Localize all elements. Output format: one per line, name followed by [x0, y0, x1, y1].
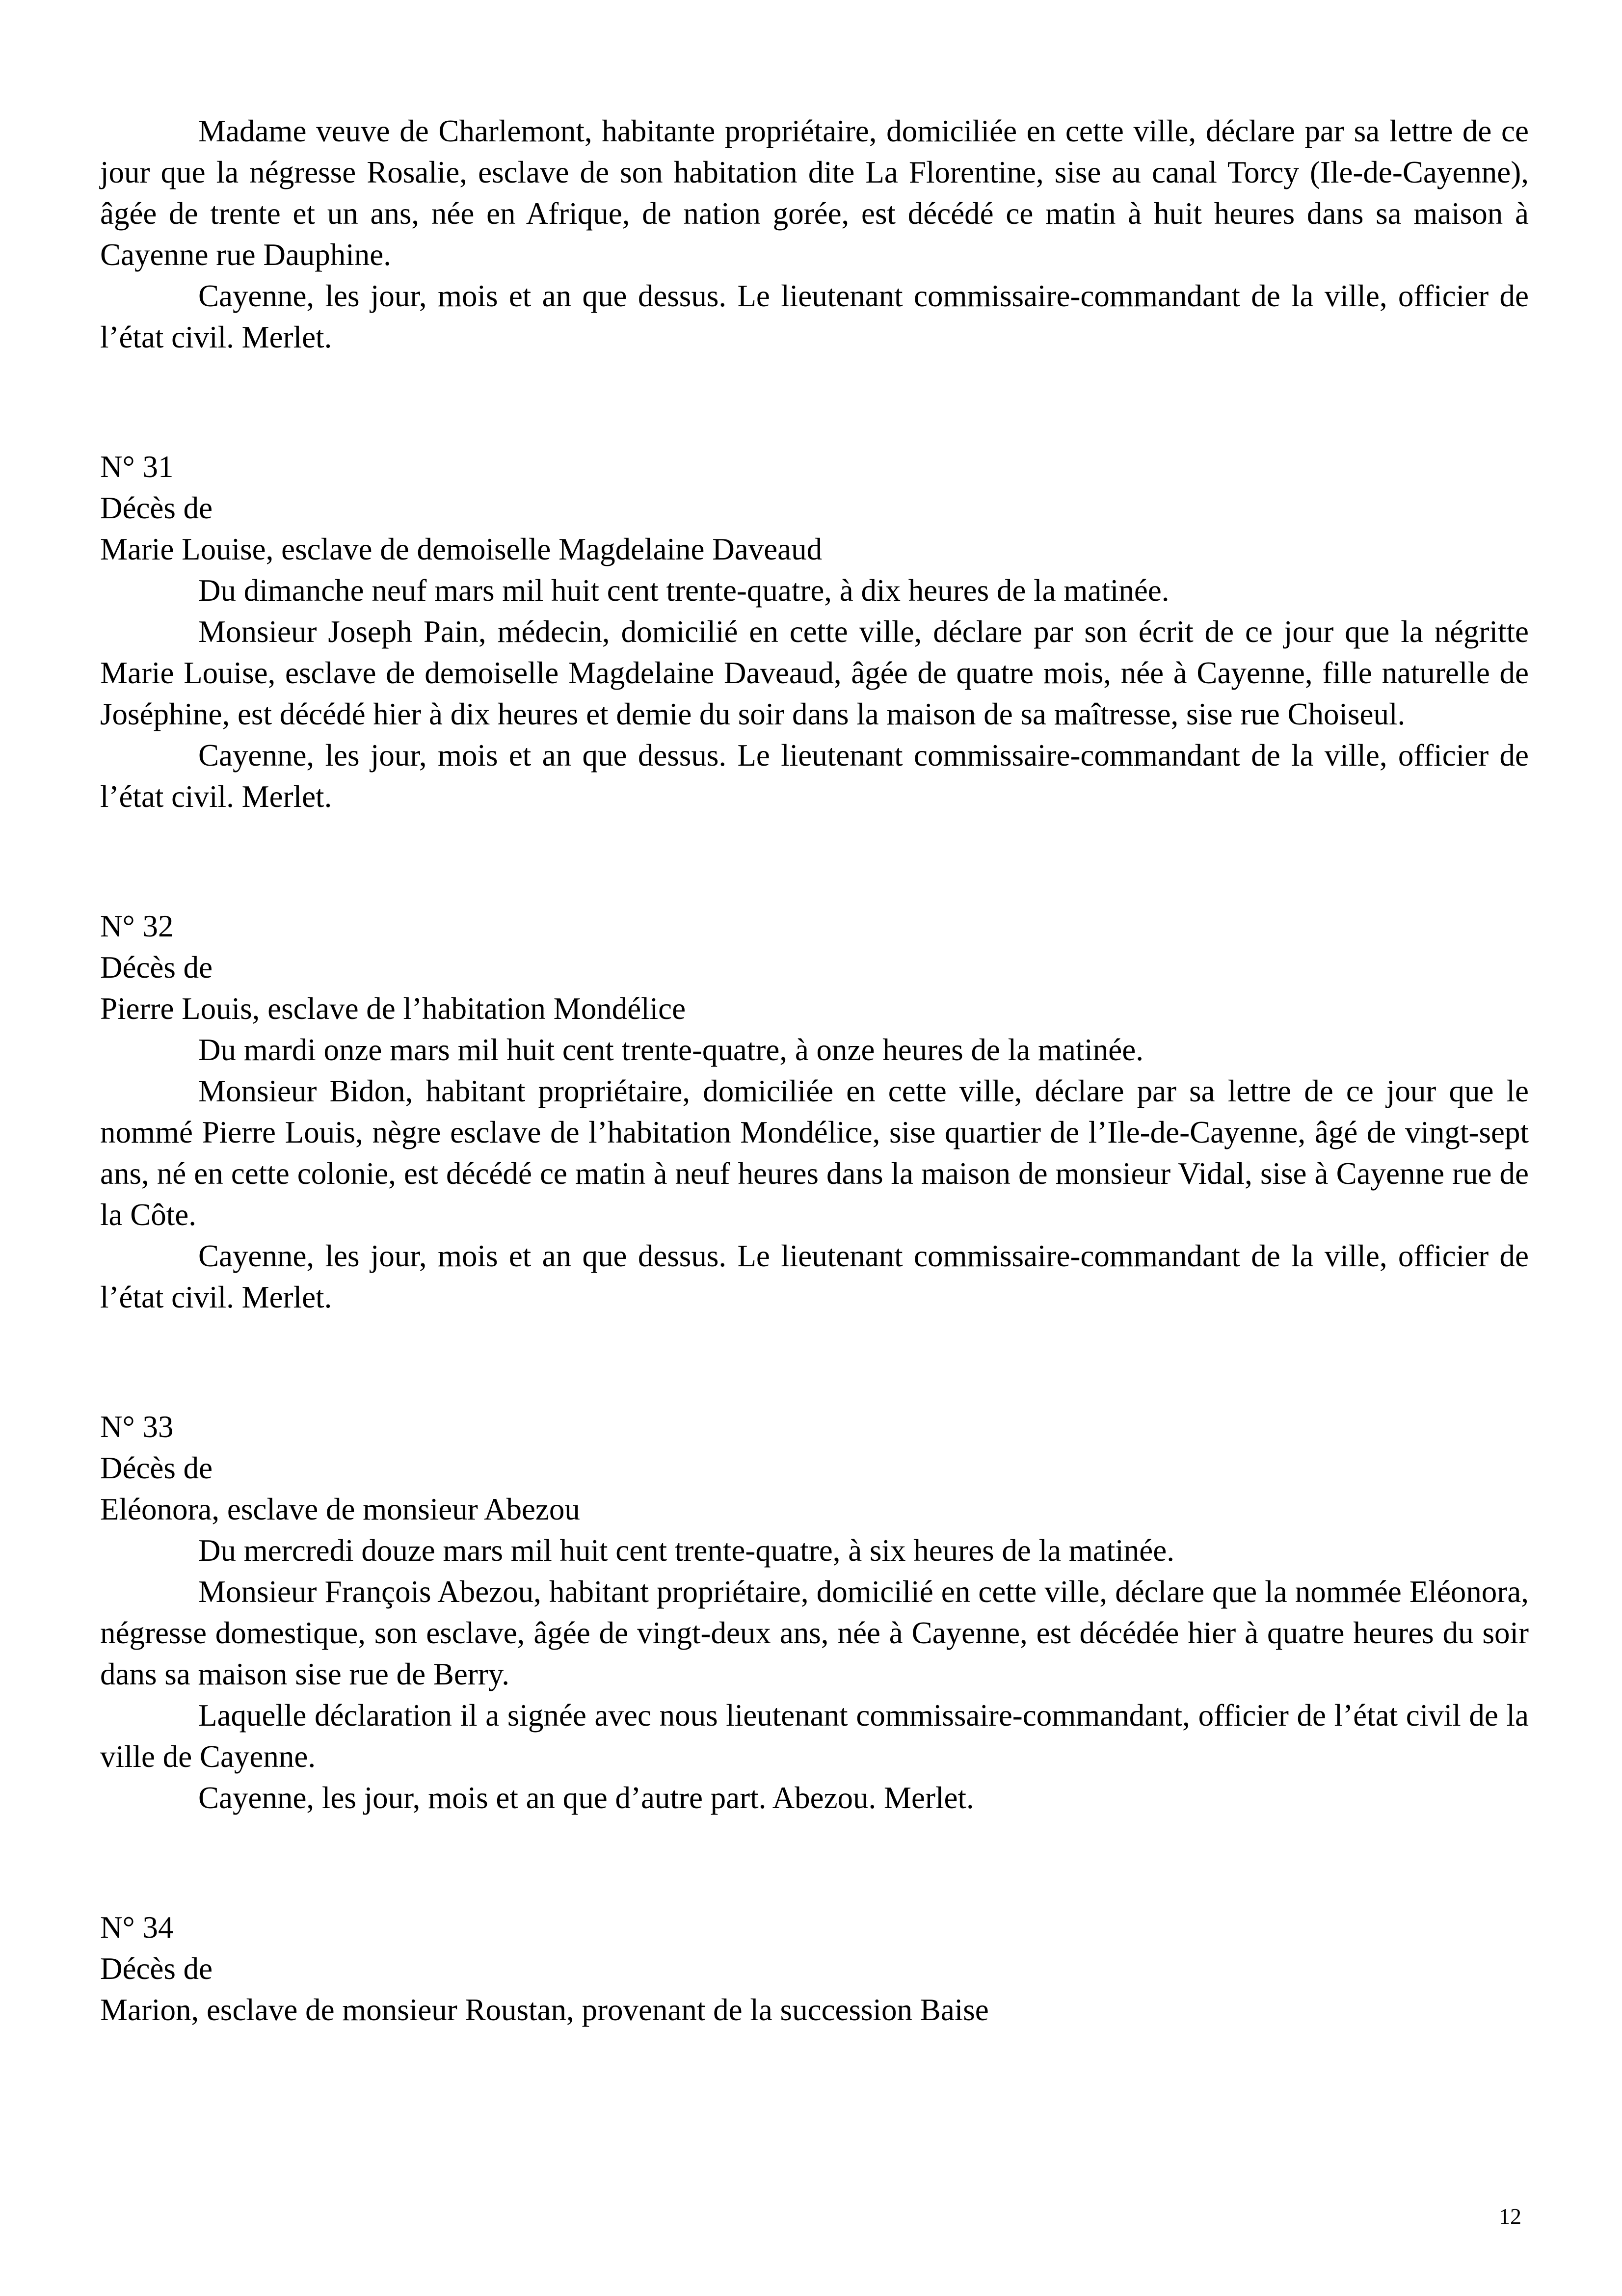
record-type-label: Décès de — [100, 950, 213, 985]
record-32 — [100, 906, 1529, 1318]
record-number: N° 34 — [100, 1910, 174, 1945]
page-footer — [1499, 2204, 1521, 2229]
record-paragraph: Cayenne, les jour, mois et an que dessus. Le lieutenant commissaire-commandant de la ville, officier de l’état civil. Merlet. — [100, 279, 1529, 354]
record-paragraph: Monsieur François Abezou, habitant propriétaire, domicilié en cette ville, déclare que la nommée Eléonora, négresse domestique, son esclave, âgée de vingt-deux ans, née à Cayenne, est décédée hier à quatre heures du soir dans sa maison sise rue de Berry. — [100, 1575, 1529, 1691]
record-subject: Marie Louise, esclave de demoiselle Magdelaine Daveaud — [100, 532, 823, 566]
document-content — [100, 110, 1529, 2030]
record-subject: Marion, esclave de monsieur Roustan, provenant de la succession Baise — [100, 1993, 989, 2027]
record-paragraph: Laquelle déclaration il a signée avec nous lieutenant commissaire-commandant, officier de l’état civil de la ville de Cayenne. — [100, 1698, 1529, 1774]
record-paragraph: Madame veuve de Charlemont, habitante propriétaire, domiciliée en cette ville, déclare par sa lettre de ce jour que la négresse Rosalie, esclave de son habitation dite La Florentine, sise au canal Torcy (Ile-de-Cayenne), âgée de trente et un ans, née en Afrique, de nation gorée, est décédé ce matin à huit heures dans sa maison à Cayenne rue Dauphine. — [100, 114, 1529, 272]
record-paragraph: Du dimanche neuf mars mil huit cent trente-quatre, à dix heures de la matinée. — [198, 573, 1170, 608]
record-34 — [100, 1907, 1529, 2030]
record-subject: Eléonora, esclave de monsieur Abezou — [100, 1492, 580, 1526]
page-number: 12 — [1499, 2204, 1521, 2229]
record-paragraph: Cayenne, les jour, mois et an que d’autre part. Abezou. Merlet. — [198, 1781, 974, 1815]
record-type-label: Décès de — [100, 491, 213, 525]
record-paragraph: Du mercredi douze mars mil huit cent trente-quatre, à six heures de la matinée. — [198, 1533, 1174, 1568]
record-number: N° 31 — [100, 450, 174, 484]
record-paragraph: Du mardi onze mars mil huit cent trente-quatre, à onze heures de la matinée. — [198, 1033, 1143, 1067]
record-paragraph: Monsieur Joseph Pain, médecin, domicilié en cette ville, déclare par son écrit de ce jour que la négritte Marie Louise, esclave de demoiselle Magdelaine Daveaud, âgée de quatre mois, née à Cayenne, fille naturelle de Joséphine, est décédé hier à dix heures et demie du soir dans la maison de sa maîtresse, sise rue Choiseul. — [100, 614, 1529, 731]
record-paragraph: Cayenne, les jour, mois et an que dessus. Le lieutenant commissaire-commandant de la ville, officier de l’état civil. Merlet. — [100, 1239, 1529, 1314]
record-number: N° 32 — [100, 909, 174, 943]
record-33 — [100, 1406, 1529, 1818]
record-type-label: Décès de — [100, 1451, 213, 1485]
record-type-label: Décès de — [100, 1951, 213, 1986]
record-31 — [100, 446, 1529, 817]
record-continuation — [100, 110, 1529, 358]
record-paragraph: Monsieur Bidon, habitant propriétaire, domiciliée en cette ville, déclare par sa lettre de ce jour que le nommé Pierre Louis, nègre esclave de l’habitation Mondélice, sise quartier de l’Ile-de-Cayenne, âgé de vingt-sept ans, né en cette colonie, est décédé ce matin à neuf heures dans la maison de monsieur Vidal, sise à Cayenne rue de la Côte. — [100, 1074, 1529, 1232]
record-number: N° 33 — [100, 1410, 174, 1444]
record-subject: Pierre Louis, esclave de l’habitation Mondélice — [100, 991, 686, 1026]
record-paragraph: Cayenne, les jour, mois et an que dessus. Le lieutenant commissaire-commandant de la ville, officier de l’état civil. Merlet. — [100, 738, 1529, 814]
